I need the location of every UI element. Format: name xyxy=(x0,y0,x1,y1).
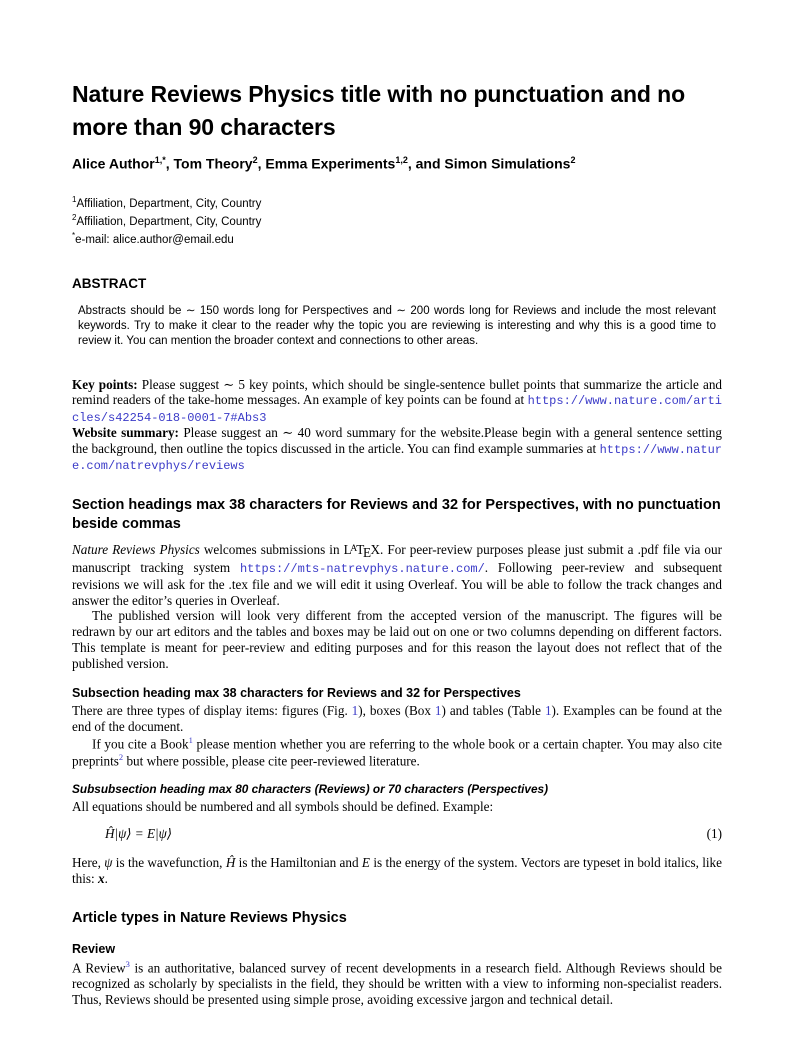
affiliation-mark: 1 xyxy=(72,194,77,204)
editorial-notes xyxy=(72,377,722,474)
manuscript-tracking-link[interactable]: https://mts-natrevphys.nature.com/ xyxy=(239,562,485,577)
affiliation-mark: 2 xyxy=(72,212,77,222)
email-text: e-mail: alice.author@email.edu xyxy=(75,233,234,246)
symbols-paragraph xyxy=(72,855,722,887)
vector-symbol: x xyxy=(98,870,105,886)
abstract-heading: ABSTRACT xyxy=(72,275,147,291)
text-segment: Please suggest ∼ 5 key points, which should be single-sentence bullet points that summarize the article and remind readers of the take-home messages. An example of key points can be found at xyxy=(72,376,723,408)
key-points-label: Key points: xyxy=(72,376,138,392)
text-segment: is the wavefunction, xyxy=(112,854,226,870)
author-affiliation-mark: 2 xyxy=(570,155,576,166)
text-segment: ), boxes (Box xyxy=(358,702,435,718)
author-name: Tom Theory xyxy=(173,155,253,172)
citation-ref-link[interactable]: 1 xyxy=(188,734,193,745)
text-segment: ) and tables (Table xyxy=(441,702,545,718)
author-line xyxy=(72,155,722,172)
hamiltonian-symbol: Ĥ xyxy=(225,854,236,870)
affiliation-line xyxy=(72,194,722,212)
author-separator: , xyxy=(257,155,266,172)
text-segment: but where possible, please cite peer-reviewed literature. xyxy=(123,753,420,769)
affiliation-mark: * xyxy=(72,230,76,240)
citation-ref-link[interactable]: 3 xyxy=(125,959,130,970)
equations-intro-paragraph: All equations should be numbered and all symbols should be defined. Example: xyxy=(72,799,494,814)
author-name: Emma Experiments xyxy=(265,155,396,172)
latex-letter: E xyxy=(363,544,372,560)
subsection-heading-1: Subsection heading max 38 characters for Reviews and 32 for Perspectives xyxy=(72,685,521,700)
text-segment: . xyxy=(104,870,108,886)
review-subsection-heading: Review xyxy=(72,942,116,957)
text-segment: A Review xyxy=(72,960,126,976)
equation-body: Ĥ|ψ⟩ = E|ψ⟩ xyxy=(105,825,172,841)
affiliation-line xyxy=(72,212,722,230)
text-segment: . Following peer-review and subsequent revisions we will ask for the .tex file and we will edit it using Overleaf. You will be able to follow the track changes and answer the editor’s queries in Overleaf. xyxy=(72,560,722,608)
text-segment: There are three types of display items: figures (Fig. xyxy=(72,702,352,718)
abstract-text: Abstracts should be ∼ 150 words long for Perspectives and ∼ 200 words long for Reviews and include the most relevant keywords. Try to make it clear to the reader why the topic you are reviewing is interesting and why this is a good time to review it. You can mention the broader context and connections to other areas. xyxy=(78,304,716,347)
text-segment: If you cite a Book xyxy=(92,735,189,751)
website-summary-label: Website summary: xyxy=(72,425,179,441)
box-ref-link[interactable]: 1 xyxy=(434,702,442,718)
psi-symbol: ψ xyxy=(104,854,113,870)
author-separator: , xyxy=(165,155,174,172)
author-affiliation-mark: 1,* xyxy=(154,155,166,166)
text-segment: is the Hamiltonian and xyxy=(235,854,362,870)
energy-symbol: E xyxy=(361,854,370,870)
key-points-link[interactable]: https://www.nature.com/articles/s42254-018-0001-7#Abs3 xyxy=(72,394,722,425)
latex-letter: A xyxy=(350,544,358,555)
key-points-paragraph xyxy=(72,377,722,426)
text-segment: please mention whether you are referring to the whole book or a certain chapter. You may also cite preprints xyxy=(72,735,722,769)
author-affiliation-mark: 2 xyxy=(252,155,258,166)
text-segment: . For peer-review purposes please just submit a .pdf file via our manuscript tracking system xyxy=(72,541,722,576)
figure-ref-link[interactable]: 1 xyxy=(351,702,359,718)
section-heading-1: Section headings max 38 characters for Reviews and 32 for Perspectives, with no punctuation beside commas xyxy=(72,496,721,533)
text-segment: is the energy of the system. Vectors are typeset in bold italics, like this: xyxy=(72,854,723,886)
author-name: Alice Author xyxy=(72,155,155,172)
citation-paragraph xyxy=(72,735,722,769)
author-affiliation-mark: 1,2 xyxy=(395,155,408,166)
text-segment: Here, xyxy=(72,854,105,870)
affiliation-text: Affiliation, Department, City, Country xyxy=(76,215,262,228)
section-heading-2: Article types in Nature Reviews Physics xyxy=(72,909,347,926)
latex-letter: L xyxy=(343,541,352,557)
latex-letter: T xyxy=(356,541,365,557)
text-segment: Please suggest an ∼ 40 word summary for the website.Please begin with a general sentence setting the background, then outline the topics discussed in the article. You can find example summaries at xyxy=(72,425,722,457)
table-ref-link[interactable]: 1 xyxy=(544,702,552,718)
equation-block xyxy=(72,826,722,842)
author-name: Simon Simulations xyxy=(444,155,571,172)
submission-paragraph xyxy=(72,542,722,609)
corresponding-email-line xyxy=(72,230,722,248)
citation-ref-link[interactable]: 2 xyxy=(118,751,124,762)
text-segment: welcomes submissions in xyxy=(199,541,344,557)
subsubsection-heading: Subsubsection heading max 80 characters (Reviews) or 70 characters (Perspectives) xyxy=(72,782,549,796)
text-segment: is an authoritative, balanced survey of recent developments in a research field. Although Reviews should be recognized as scholarly by specialists in the field, they should be written with a view to informing non-specialist readers. Thus, Reviews should be presented using simple prose, avoiding excessive jargon and technical detail. xyxy=(72,960,722,1008)
display-items-paragraph xyxy=(72,703,722,735)
latex-letter: X xyxy=(370,541,380,557)
equation-number: (1) xyxy=(706,825,722,841)
website-summary-paragraph xyxy=(72,425,722,474)
latex-logo xyxy=(343,541,380,560)
affiliations xyxy=(72,194,722,248)
website-summary-link[interactable]: https://www.nature.com/natrevphys/reviews xyxy=(72,443,722,474)
journal-name: Nature Reviews Physics xyxy=(72,541,200,557)
author-separator: , and xyxy=(407,155,445,172)
affiliation-text: Affiliation, Department, City, Country xyxy=(76,197,262,210)
published-version-paragraph: The published version will look very different from the accepted version of the manuscript. The figures will be redrawn by our art editors and the tables and boxes may be laid out on one or two columns depending on different factors. This template is meant for peer-review and editing purposes and for this reason the layout does not reflect that of the published version. xyxy=(72,608,722,671)
paper-title: Nature Reviews Physics title with no punctuation and no more than 90 characters xyxy=(72,81,686,140)
review-description-paragraph xyxy=(72,959,722,1008)
text-segment: ). Examples can be found at the end of the document. xyxy=(72,702,722,734)
